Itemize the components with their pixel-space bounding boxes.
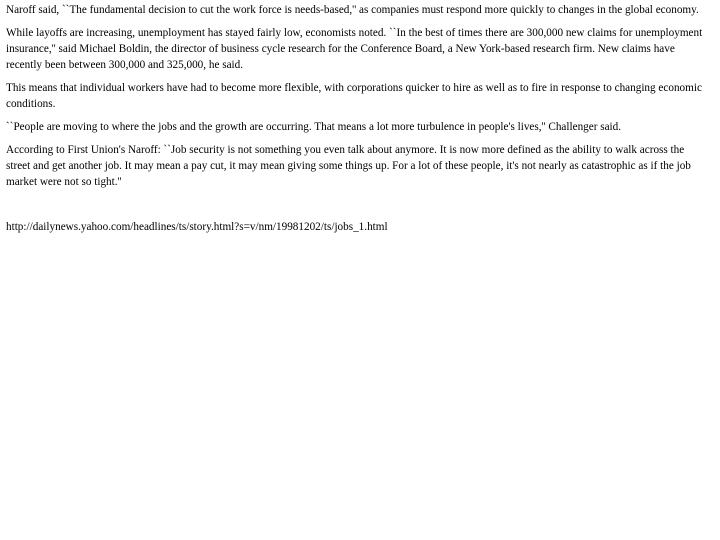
paragraph-challenger-quote: ``People are moving to where the jobs and the growth are occurring. That means a lot more turbulence in people's lives,'' Challenger said.: [6, 121, 622, 133]
source-url: http://dailynews.yahoo.com/headlines/ts/story.html?s=v/nm/19981202/ts/jobs_1.html: [6, 221, 388, 233]
paragraph-layoffs-unemployment: While layoffs are increasing, unemployment has stayed fairly low, economists noted. ``In the best of times there are 300,000 new claims for unemployment insurance,'' said Michael Boldin, the director of business cycle research for the Conference Board, a New York-based research firm. New claims have recently been between 300,000 and 325,000, he said.: [6, 27, 703, 71]
article-body: [6, 2, 710, 235]
paragraph-naroff-needs-based: Naroff said, ``The fundamental decision to cut the work force is needs-based,'' as companies must respond more quickly to changes in the global economy.: [6, 4, 699, 16]
paragraph-job-security: According to First Union's Naroff: ``Job security is not something you even talk about anymore. It is now more defined as the ability to walk across the street and get another job. It may mean a pay cut, it may mean giving some things up. For a lot of these people, it's not nearly as catastrophic as if the job market were not so tight.'': [6, 144, 691, 188]
paragraph-flexible-workers: This means that individual workers have had to become more flexible, with corporations quicker to hire as well as to fire in response to changing economic conditions.: [6, 82, 702, 110]
